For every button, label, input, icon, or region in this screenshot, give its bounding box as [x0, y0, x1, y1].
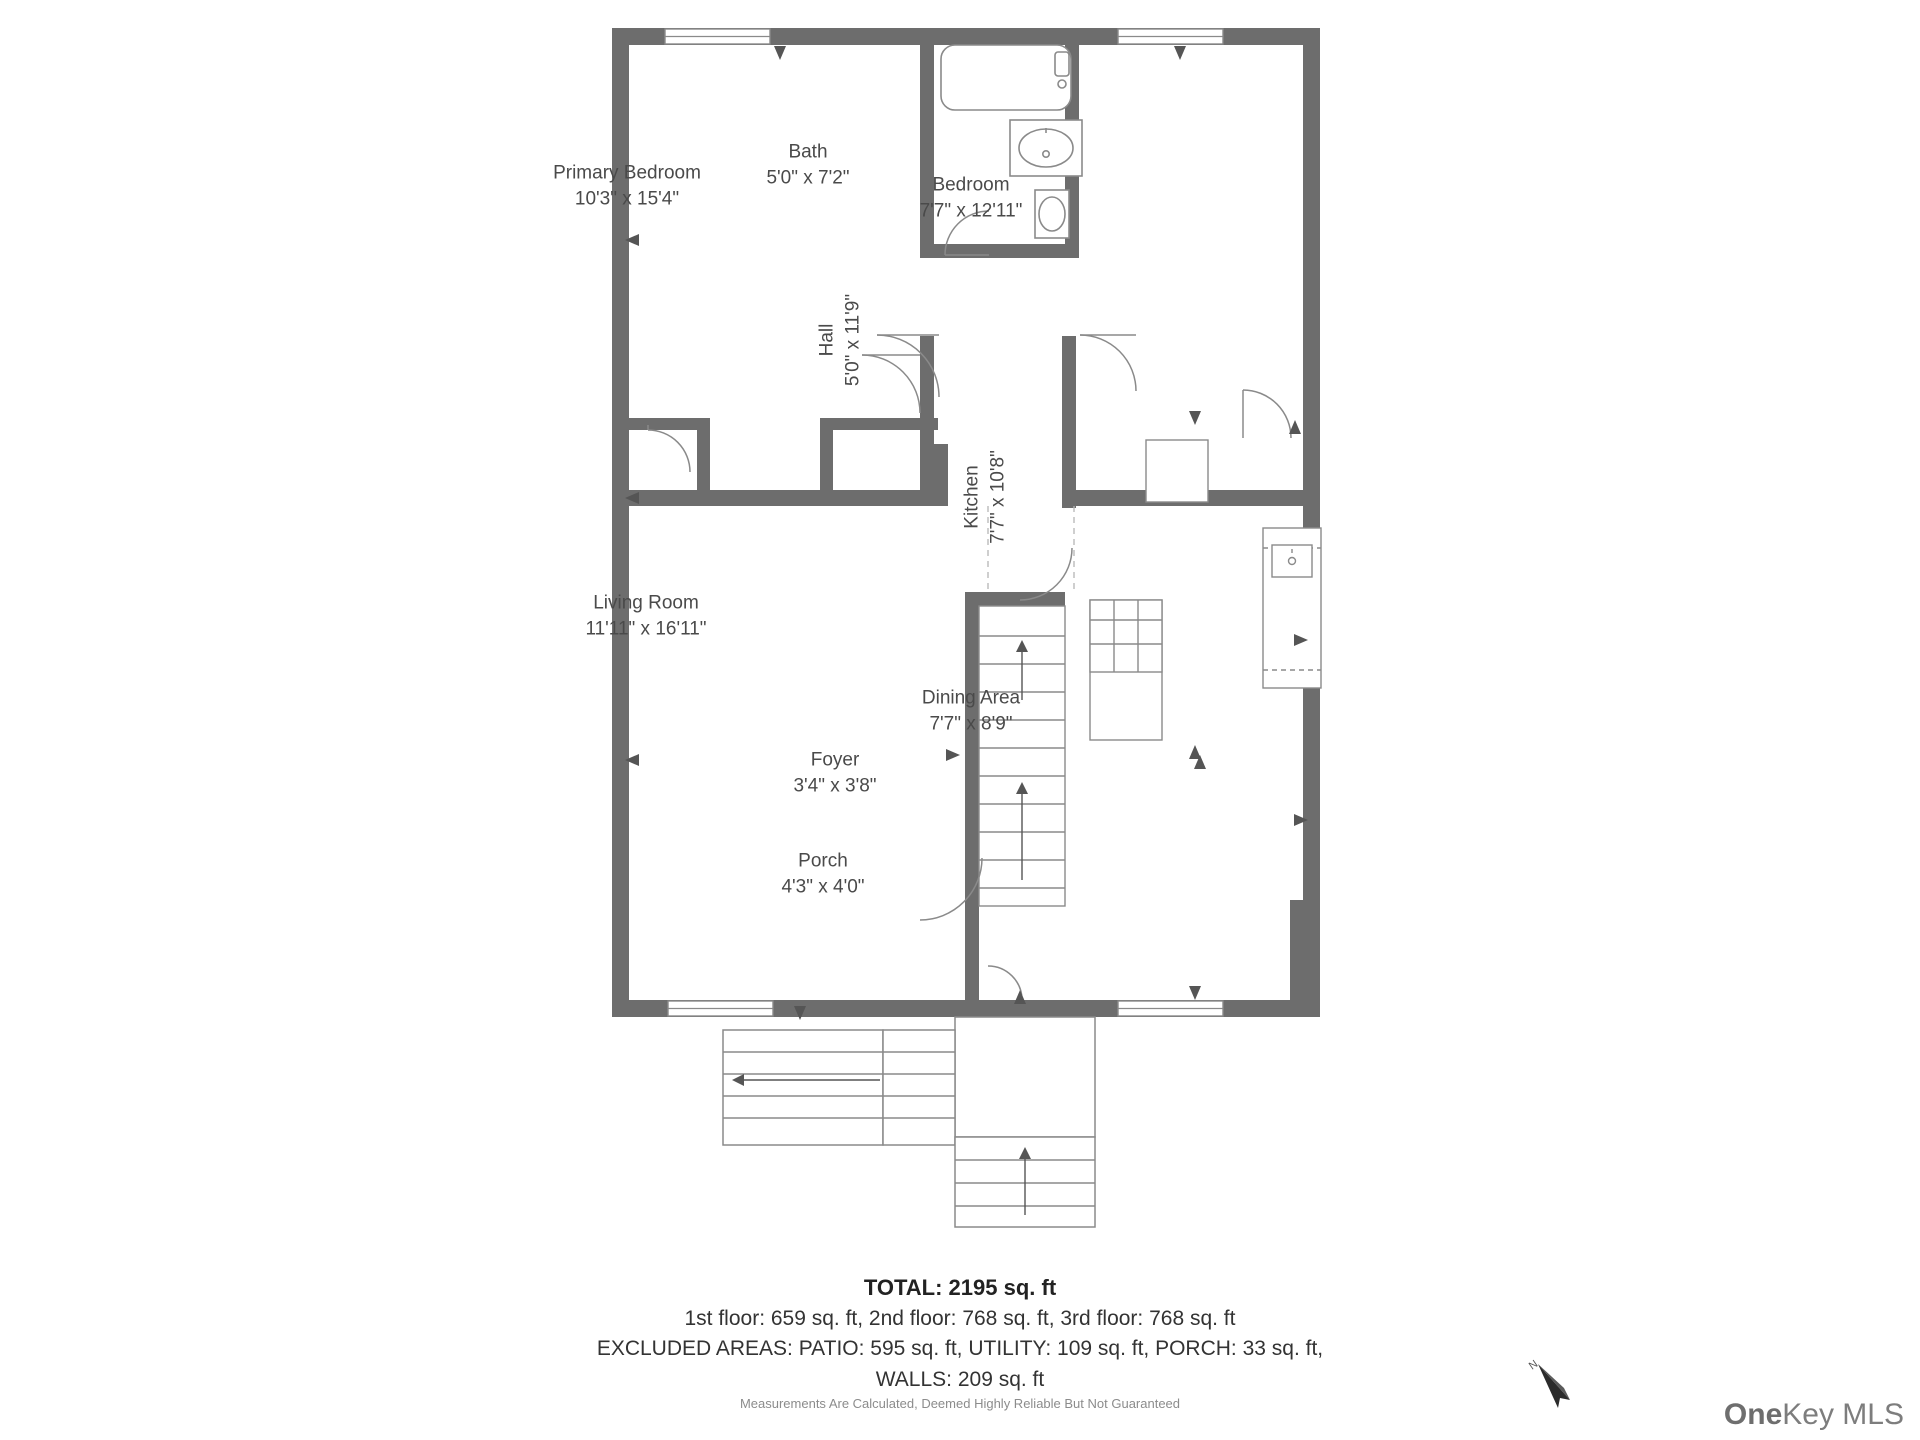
room-name: Kitchen	[961, 465, 983, 529]
area-summary	[0, 1272, 1920, 1395]
room-name: Bedroom	[932, 174, 1010, 196]
porch-and-exterior-stairs	[723, 1017, 1095, 1227]
room-dimensions: 7'7" x 8'9"	[929, 713, 1013, 734]
room-dimensions: 5'0" x 7'2"	[766, 167, 850, 188]
room-label-bath	[766, 139, 849, 190]
room-name: Bath	[788, 141, 828, 163]
brand-text	[1724, 1398, 1904, 1432]
room-label-bedroom	[920, 172, 1023, 223]
room-name: Foyer	[810, 749, 860, 771]
room-label-dining-area	[922, 685, 1020, 736]
room-dimensions: 5'0" x 11'9"	[842, 293, 863, 387]
room-dimensions: 7'7" x 12'11"	[919, 200, 1023, 221]
room-dimensions: 4'3" x 4'0"	[781, 876, 865, 897]
room-dimensions: 7'7" x 10'8"	[987, 450, 1008, 544]
room-label-living-room	[585, 590, 706, 641]
room-dimensions: 11'11" x 16'11"	[585, 618, 707, 639]
excluded-areas-line-2: WALLS: 209 sq. ft	[875, 1367, 1045, 1391]
room-label-hall	[814, 294, 865, 386]
room-label-kitchen	[959, 450, 1010, 544]
room-name: Living Room	[593, 592, 699, 614]
compass-icon	[1520, 1348, 1590, 1418]
compass-north-label: N	[1526, 1358, 1541, 1373]
brand-suffix: Key MLS	[1782, 1398, 1904, 1431]
brand-prefix: One	[1723, 1398, 1783, 1431]
room-dimensions: 10'3" x 15'4"	[574, 188, 680, 209]
room-label-porch	[781, 848, 864, 899]
excluded-areas-line-1: EXCLUDED AREAS: PATIO: 595 sq. ft, UTILITY: 109 sq. ft, PORCH: 33 sq. ft,	[596, 1337, 1324, 1361]
floor-breakdown: 1st floor: 659 sq. ft, 2nd floor: 768 sq. ft, 3rd floor: 768 sq. ft	[684, 1306, 1236, 1330]
room-name: Dining Area	[921, 687, 1021, 709]
room-name: Porch	[798, 850, 848, 872]
kitchen-fixtures	[1090, 440, 1321, 740]
room-label-foyer	[793, 747, 876, 798]
room-label-primary-bedroom	[553, 160, 701, 211]
stairs-interior	[979, 606, 1065, 906]
room-name: Primary Bedroom	[553, 162, 701, 184]
room-name: Hall	[816, 323, 838, 357]
onekey-mls-logo	[1724, 1398, 1904, 1432]
total-area: TOTAL: 2195 sq. ft	[863, 1275, 1057, 1300]
measurement-disclaimer: Measurements Are Calculated, Deemed Highly Reliable But Not Guaranteed	[739, 1396, 1181, 1411]
room-dimensions: 3'4" x 3'8"	[793, 775, 877, 796]
